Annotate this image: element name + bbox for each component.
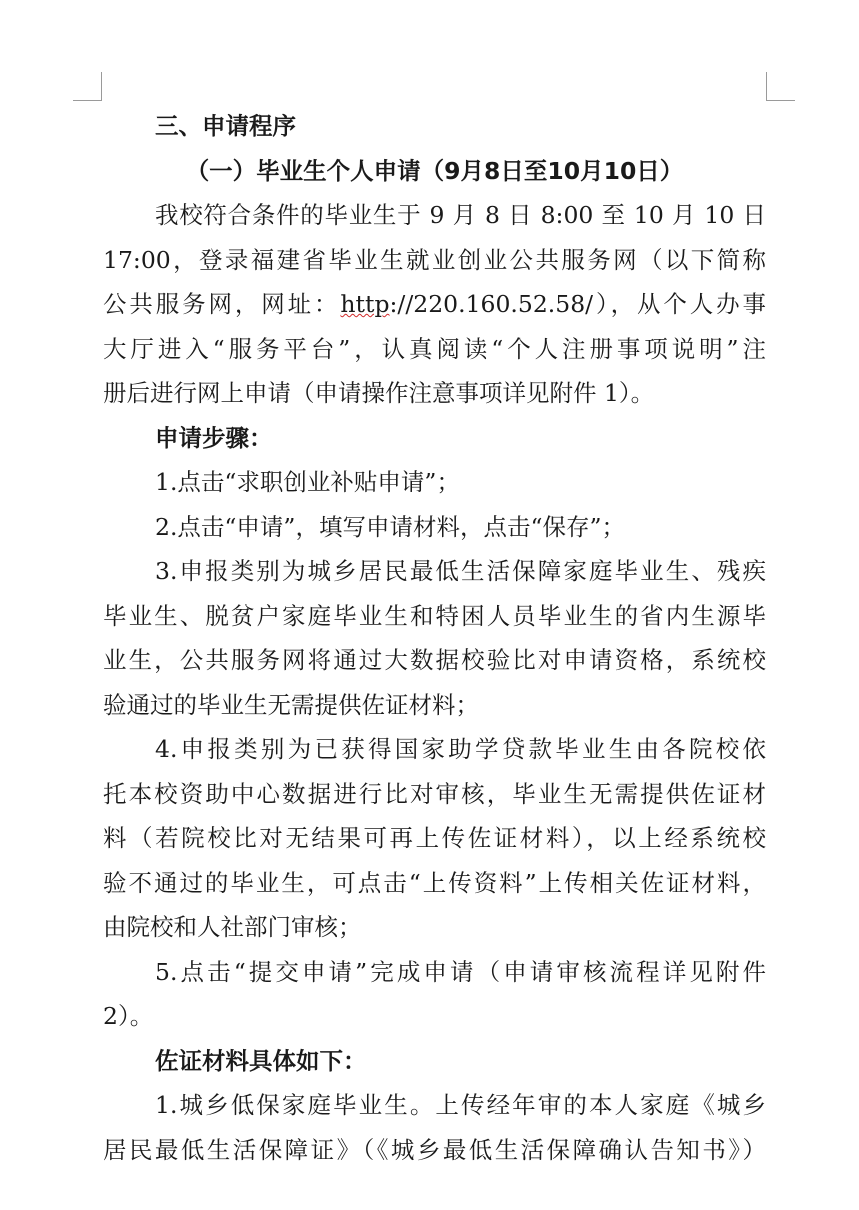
paragraph-line: 我校符合条件的毕业生于 9 月 8 日 8:00 至 10 月 10 日 xyxy=(155,201,766,229)
step-item-line: 验通过的毕业生无需提供佐证材料； xyxy=(103,690,479,719)
website-url-link[interactable]: http xyxy=(340,290,390,318)
paragraph-text: ://220.160.52.58/），从个人办事 xyxy=(389,290,766,318)
step-item: 5.点击“提交申请”完成申请（申请审核流程详见附件 xyxy=(155,957,766,986)
paragraph-line: 17:00，登录福建省毕业生就业创业公共服务网（以下简称 xyxy=(103,245,766,274)
step-item: 4.申报类别为已获得国家助学贷款毕业生由各院校依 xyxy=(155,735,766,763)
paragraph-line: 册后进行网上申请（申请操作注意事项详见附件 1）。 xyxy=(103,379,655,407)
subsection-heading: （一）毕业生个人申请（9月8日至10月10日） xyxy=(185,156,684,185)
step-item-line: 2）。 xyxy=(103,1002,154,1030)
document-page xyxy=(103,104,766,1172)
step-item: 3.申报类别为城乡居民最低生活保障家庭毕业生、残疾 xyxy=(155,557,766,585)
section-heading: 三、申请程序 xyxy=(155,112,296,140)
step-item-line: 料（若院校比对无结果可再上传佐证材料），以上经系统校 xyxy=(103,824,766,852)
step-item: 1.点击“求职创业补贴申请”； xyxy=(155,468,460,496)
step-item-line: 验不通过的毕业生，可点击“上传资料”上传相关佐证材料， xyxy=(103,868,766,897)
steps-heading: 申请步骤： xyxy=(155,423,273,452)
paragraph-text: 公共服务网，网址： xyxy=(103,290,341,318)
page-corner-mark-top-right xyxy=(766,72,795,101)
evidence-item: 1.城乡低保家庭毕业生。上传经年审的本人家庭《城乡 xyxy=(155,1091,766,1119)
step-item-line: 托本校资助中心数据进行比对审核，毕业生无需提供佐证材 xyxy=(103,779,766,808)
step-item: 2.点击“申请”，填写申请材料，点击“保存”； xyxy=(155,512,625,541)
paragraph-line: 大厅进入“服务平台”，认真阅读“个人注册事项说明”注 xyxy=(103,334,766,363)
step-item-line: 毕业生、脱贫户家庭毕业生和特困人员毕业生的省内生源毕 xyxy=(103,601,766,630)
evidence-item-line: 居民最低生活保障证》（《城乡最低生活保障确认告知书》） xyxy=(103,1135,766,1164)
step-item-line: 业生，公共服务网将通过大数据校验比对申请资格，系统校 xyxy=(103,646,766,674)
paragraph-line xyxy=(103,282,766,327)
page-corner-mark-top-left xyxy=(73,72,102,101)
step-item-line: 由院校和人社部门审核； xyxy=(103,913,362,941)
evidence-heading: 佐证材料具体如下： xyxy=(155,1046,367,1075)
